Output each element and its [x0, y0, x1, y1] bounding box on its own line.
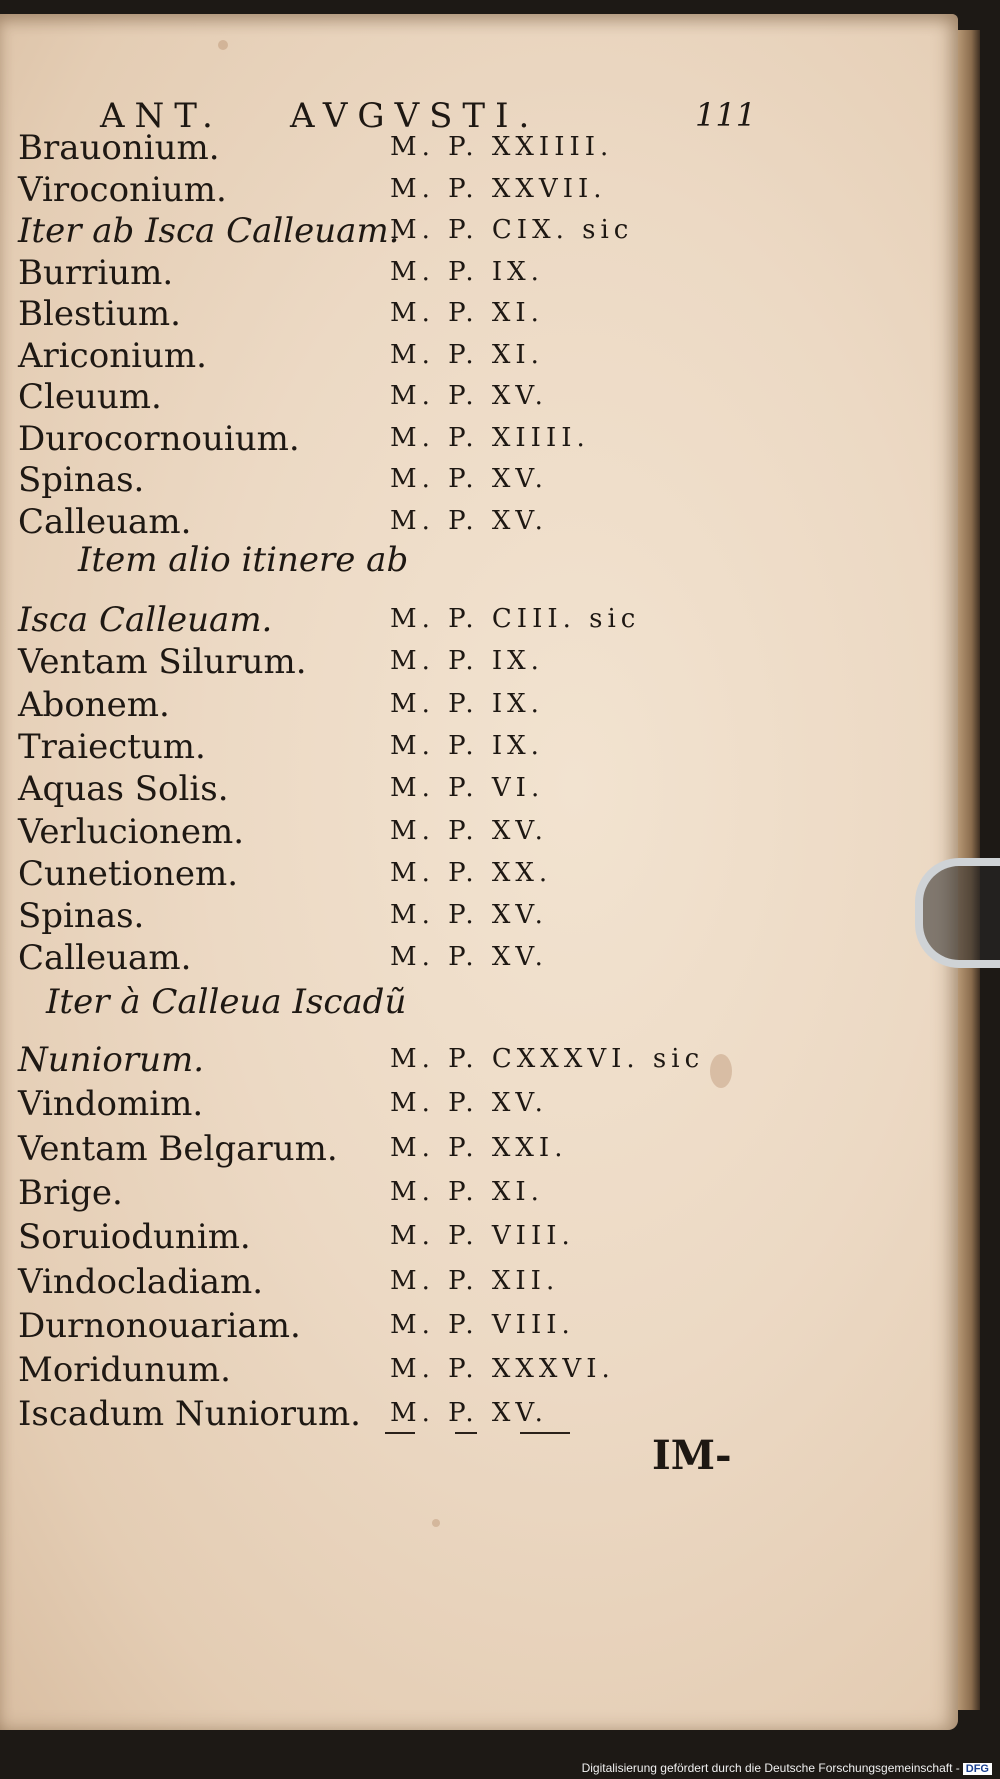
place-name: Nuniorum.: [18, 1040, 205, 1080]
distance: M. P. CIX. sic: [390, 215, 634, 245]
distance: M. P. XV.: [390, 505, 548, 536]
distance: M. P. XI.: [390, 1176, 544, 1207]
place-name: Vindocladiam.: [18, 1261, 264, 1302]
place-name: Viroconium.: [18, 169, 227, 210]
distance: M. P. XV.: [390, 815, 548, 846]
distance: M. P. XIIII.: [390, 422, 590, 453]
distance: M. P. XI.: [390, 298, 544, 328]
place-name: Iscadum Nuniorum.: [18, 1394, 361, 1435]
place-name: Cunetionem.: [18, 853, 239, 894]
place-name: Isca Calleuam.: [18, 600, 273, 640]
place-name: Ventam Silurum.: [18, 642, 307, 683]
ink-stain: [432, 1519, 440, 1527]
header-middle: AVGVSTI.: [290, 96, 540, 136]
itinerary-row: [0, 170, 800, 212]
distance: M. P. XV.: [390, 1398, 548, 1429]
place-name: Durnonouariam.: [18, 1305, 301, 1346]
itinerary-row: [0, 1217, 800, 1259]
place-name: Calleuam.: [18, 501, 192, 542]
itinerary-row: [0, 1173, 800, 1215]
itinerary-row: [0, 460, 800, 502]
place-name: Traiectum.: [18, 726, 206, 767]
place-name: Spinas.: [18, 460, 145, 500]
place-name: Iter ab Isca Calleuam.: [18, 211, 400, 251]
itinerary-row: [0, 769, 800, 811]
itinerary-row: [0, 377, 800, 419]
header-left: ANT.: [100, 96, 223, 136]
place-name: Aquas Solis.: [18, 769, 229, 810]
place-name: Verlucionem.: [18, 811, 245, 852]
distance: M. P. CXXXVI. sic: [390, 1044, 705, 1074]
footer-text: Digitalisierung gefördert durch die Deutsche Forschungsgemeinschaft -: [581, 1761, 960, 1775]
ink-stain: [218, 40, 228, 50]
itinerary-row: [0, 294, 800, 336]
place-name: Abonem.: [18, 684, 170, 725]
distance: M. P. XX.: [390, 857, 553, 888]
place-name: Burrium.: [18, 252, 174, 293]
itinerary-row: [0, 211, 800, 253]
itinerary-row: [0, 1350, 800, 1392]
distance: M. P. XV.: [390, 942, 548, 973]
itinerary-row: [0, 253, 800, 295]
itinerary-row: [0, 128, 800, 170]
folio-number: 111: [695, 96, 757, 134]
distance: M. P. CIII. sic: [390, 604, 641, 634]
distance: M. P. IX.: [390, 256, 544, 287]
itinerary-row: [0, 1306, 800, 1348]
place-name: Soruiodunim.: [18, 1217, 251, 1258]
route-2-heading: Item alio itinere ab: [78, 540, 409, 580]
underline-marks: [385, 1432, 585, 1440]
distance: M. P. XXVII.: [390, 173, 607, 204]
itinerary-row: [0, 1262, 800, 1304]
itinerary-row: [0, 336, 800, 378]
distance: M. P. XXIIII.: [390, 132, 614, 162]
page-clip: [915, 858, 1000, 968]
place-name: Spinas.: [18, 896, 145, 937]
digitization-footer: [582, 1761, 992, 1775]
distance: M. P. XII.: [390, 1265, 560, 1296]
itinerary-row: [0, 1129, 800, 1171]
itinerary-row: [0, 1394, 800, 1436]
itinerary-row: [0, 896, 800, 938]
distance: M. P. VI.: [390, 773, 545, 804]
place-name: Moridunum.: [18, 1350, 231, 1391]
itinerary-row: [0, 727, 800, 769]
route-3-heading: Iter à Calleua Iscadũ: [46, 982, 407, 1022]
place-name: Ariconium.: [18, 335, 207, 376]
distance: M. P. VIII.: [390, 1221, 575, 1252]
itinerary-row: [0, 812, 800, 854]
distance: M. P. XI.: [390, 339, 544, 370]
distance: M. P. IX.: [390, 646, 544, 677]
place-name: Blestium.: [18, 294, 181, 334]
place-name: Calleuam.: [18, 938, 192, 979]
place-name: Vindomim.: [18, 1084, 204, 1125]
place-name: Brige.: [18, 1172, 123, 1213]
itinerary-row: [0, 600, 800, 642]
itinerary-row: [0, 854, 800, 896]
distance: M. P. XXXVI.: [390, 1354, 615, 1385]
distance: M. P. XV.: [390, 1088, 548, 1119]
place-name: Brauonium.: [18, 128, 220, 168]
itinerary-row: [0, 502, 800, 544]
itinerary-row: [0, 685, 800, 727]
itinerary-row: [0, 642, 800, 684]
distance: M. P. XV.: [390, 900, 548, 931]
place-name: Cleuum.: [18, 377, 162, 417]
place-name: Durocornouium.: [18, 418, 300, 459]
distance: M. P. XV.: [390, 381, 548, 411]
catchword: IM-: [652, 1432, 732, 1479]
distance: M. P. IX.: [390, 688, 544, 719]
distance: M. P. XXI.: [390, 1132, 568, 1163]
distance: M. P. IX.: [390, 730, 544, 761]
distance: M. P. VIII.: [390, 1309, 575, 1340]
itinerary-row: [0, 419, 800, 461]
itinerary-row: [0, 1040, 800, 1082]
itinerary-row: [0, 938, 800, 980]
itinerary-row: [0, 1084, 800, 1126]
place-name: Ventam Belgarum.: [18, 1128, 338, 1169]
dfg-logo: DFG: [963, 1763, 992, 1775]
distance: M. P. XV.: [390, 464, 548, 494]
